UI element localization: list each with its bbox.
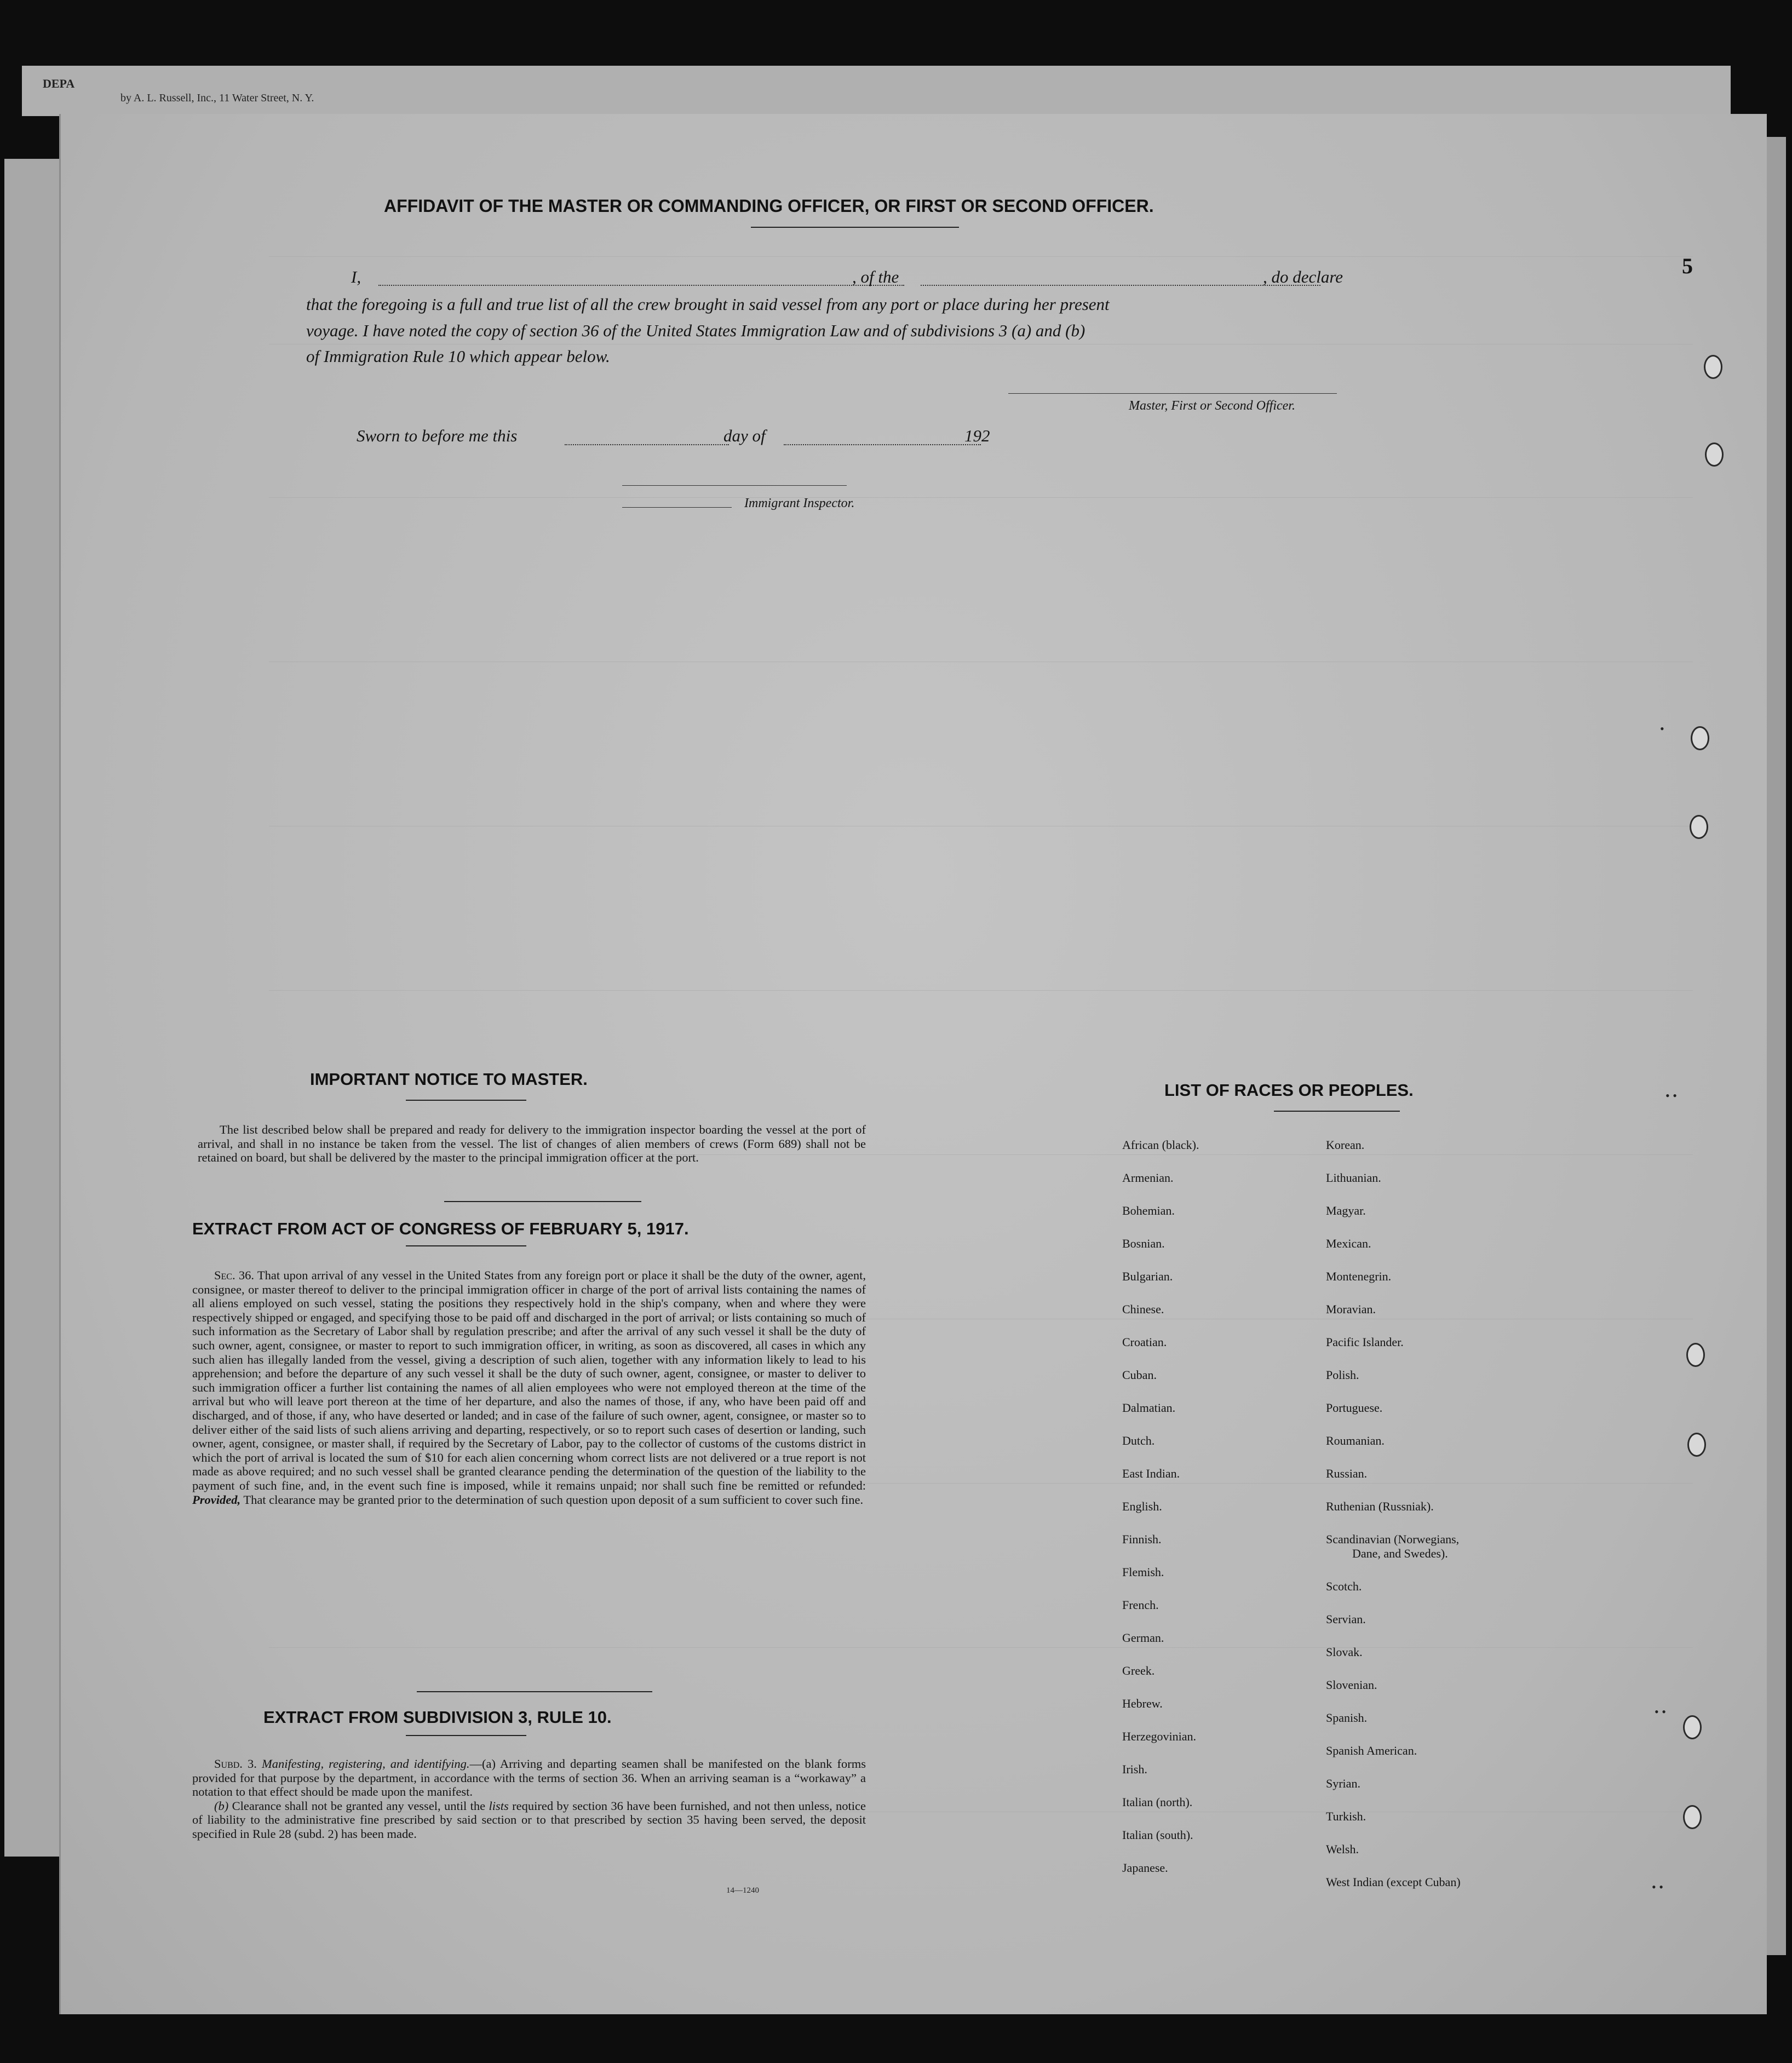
form-code: 14—1240 [726,1886,759,1895]
subd-b-label: (b) [214,1798,229,1813]
punch-hole [1683,1715,1702,1739]
race-item: Roumanian. [1326,1434,1385,1447]
race-item: Dane, and Swedes). [1352,1547,1448,1560]
race-item: Korean. [1326,1138,1365,1152]
race-item: Spanish American. [1326,1744,1417,1757]
affidavit-of-the: , of the [852,267,899,286]
underlying-sheet-right-edge [1765,137,1786,1955]
sworn-day-of: day of [723,426,766,445]
punch-hole [1704,355,1722,379]
race-item: Bulgarian. [1122,1269,1173,1283]
races-title: LIST OF RACES OR PEOPLES. [1164,1081,1414,1100]
manifest-sheet [59,114,1767,2014]
race-item: Scandinavian (Norwegians, [1326,1532,1460,1546]
punch-hole [1687,1433,1706,1457]
inspector-signature-blank [622,485,847,486]
race-item: Portuguese. [1326,1401,1383,1415]
page-number: 5 [1682,254,1693,278]
margin-mark: • • [1655,1705,1666,1719]
margin-mark: • • [1665,1089,1677,1102]
ghost-rule [269,256,1693,257]
notice-text [198,1123,866,1165]
race-item: Moravian. [1326,1302,1376,1316]
act-title-rule [406,1245,526,1246]
race-item: Flemish. [1122,1565,1164,1579]
underlying-sheet-left-edge [4,159,59,1857]
ghost-rule [269,990,1693,991]
punch-hole [1705,443,1724,467]
notice-title-rule [406,1100,526,1101]
races-title-rule [1274,1111,1400,1112]
rule-title-rule [406,1735,526,1736]
affidavit-i: I, [351,267,361,286]
race-item: Polish. [1326,1368,1359,1382]
race-item: West Indian (except Cuban) [1326,1875,1461,1889]
race-item: East Indian. [1122,1467,1180,1480]
race-item: English. [1122,1499,1162,1513]
act-end-rule [417,1691,652,1692]
vessel-name-blank [921,285,1320,286]
printer-imprint: by A. L. Russell, Inc., 11 Water Street, N. Y. [120,92,314,104]
subd-b-text-2: required by section 36 have been furnished, and not then unless, notice of liability to the administrative fine prescribed by said section or to that prescribed by section 35 having been served, the deposit specified in Rule 28 (subd. 2) has been made. [192,1798,866,1841]
subd-a-text: Arriving and departing seamen shall be manifested on the blank forms provided for that purpose by the department, in accordance with the terms of section 36. When an arriving seaman is a “workaway” a notation to that effect should be made upon the manifest. [192,1757,866,1799]
inspector-signature-blank-2 [622,507,732,508]
race-item: Italian (north). [1122,1795,1193,1809]
margin-mark: • [1660,722,1664,735]
race-item: Dalmatian. [1122,1401,1176,1415]
race-item: Servian. [1326,1612,1366,1626]
race-item: Armenian. [1122,1171,1174,1185]
rule-text [192,1757,866,1841]
race-item: Finnish. [1122,1532,1162,1546]
race-item: Mexican. [1326,1237,1371,1250]
punch-hole [1686,1343,1705,1367]
race-item: Chinese. [1122,1302,1164,1316]
section-36-text: That upon arrival of any vessel in the United States from any foreign port or place it shall be the duty of the owner, agent, consignee, or master thereof to deliver to the principal immigration officer in charge of the port of arrival lists containing the names of all aliens employed on such vessel, stating the positions they respectively hold in the ship's company, when and where they were respectively shipped or engaged, and specifying those to be paid off and discharged in the port of arrival; or lists containing so much of such information as the Secretary of Labor shall by regulation prescribe; and after the arrival of any such vessel it shall be the duty of such owner, agent, consignee, or master to report to such immigration officer, in writing, as soon as discovered, all cases in which any such alien has illegally landed from the vessel, giving a description of such alien, together with any information likely to lead to his apprehension; and before the departure of any such vessel it shall be the duty of such owner, agent, consignee, or master to deliver to such immigration officer a further list containing the names of all alien employees who were not employed thereon at the time of the arrival but who will leave port thereon at the time of her departure, and also the names of those, if any, who have been paid off and discharged, and of those, if any, who have deserted or landed; and in case of the failure of such owner, agent, consignee, or master so to deliver either of the said lists of such aliens arriving and departing, respectively, or so to report such cases of desertion or landing, such owner, agent, consignee, or master shall, if required by the Secretary of Labor, pay to the collector of customs of the customs district in which the port of arrival is located the sum of $10 for each alien concerning whom correct lists are not delivered or a true report is not made as above required; and no such vessel shall be granted clearance pending the determination of the question of the liability to the payment of such fine, and, in the event such fine is imposed, while it remains unpaid; nor shall such fine be remitted or refunded: [192,1268,866,1492]
race-item: Scotch. [1326,1579,1362,1593]
rule-paragraph-a [192,1757,866,1799]
race-item: Syrian. [1326,1777,1360,1790]
sworn-text: Sworn to before me this [357,426,518,445]
race-item: Pacific Islander. [1326,1335,1404,1349]
notice-end-rule [444,1201,641,1202]
race-item: Magyar. [1326,1204,1366,1217]
rule-paragraph-b [192,1799,866,1841]
punch-hole [1683,1805,1702,1829]
notice-title: IMPORTANT NOTICE TO MASTER. [310,1070,588,1089]
punch-hole [1690,815,1708,839]
section-36-proviso: That clearance may be granted prior to the determination of such question upon deposit of a sum sufficient to cover such fine. [243,1492,864,1507]
ghost-rule [269,1647,1693,1648]
race-item: Irish. [1122,1762,1147,1776]
torn-header-text: DEPA [43,77,75,90]
race-item: Russian. [1326,1467,1368,1480]
race-item: African (black). [1122,1138,1199,1152]
subd-b-lists: lists [489,1798,509,1813]
affidavit-line-2: that the foregoing is a full and true list of all the crew brought in said vessel from any port or place during her present [306,295,1110,314]
subd-label: Subd. 3. [214,1757,257,1771]
race-item: Slovenian. [1326,1678,1377,1692]
affidavit-line-3: voyage. I have noted the copy of section 36 of the United States Immigration Law and of subdivisions 3 (a) and (b) [306,321,1085,340]
master-caption: Master, First or Second Officer. [1129,399,1295,413]
sworn-day-blank [565,444,729,445]
ghost-rule [269,497,1693,498]
race-item: Bosnian. [1122,1237,1165,1250]
race-item: Greek. [1122,1664,1155,1677]
affidavit-line-4: of Immigration Rule 10 which appear below. [306,347,610,366]
underlying-sheet-top-edge [22,66,1731,116]
race-item: Slovak. [1326,1645,1363,1659]
master-name-blank [378,285,904,286]
inspector-caption: Immigrant Inspector. [744,496,855,510]
race-item: French. [1122,1598,1159,1612]
race-item: Ruthenian (Russniak). [1326,1499,1434,1513]
race-item: Dutch. [1122,1434,1155,1447]
race-item: Cuban. [1122,1368,1157,1382]
race-item: Croatian. [1122,1335,1167,1349]
sworn-year: 192 [964,426,990,445]
race-item: Bohemian. [1122,1204,1175,1217]
act-title: EXTRACT FROM ACT OF CONGRESS OF FEBRUARY 5, 1917. [192,1219,689,1238]
section-label: Sec. 36. [214,1268,255,1282]
margin-mark: • • [1652,1880,1663,1894]
subd-b-text-1: Clearance shall not be granted any vessel, until the [232,1798,486,1813]
rule-title: EXTRACT FROM SUBDIVISION 3, RULE 10. [263,1708,612,1727]
subd-heading: Manifesting, registering, and identifying. [261,1757,470,1771]
race-item: German. [1122,1631,1164,1645]
race-item: Herzegovinian. [1122,1729,1196,1743]
subd-a-label: —(a) [469,1757,496,1771]
race-item: Spanish. [1326,1711,1368,1725]
affidavit-title: AFFIDAVIT OF THE MASTER OR COMMANDING OFFICER, OR FIRST OR SECOND OFFICER. [384,196,1154,216]
race-item: Italian (south). [1122,1828,1193,1842]
punch-hole [1691,726,1709,750]
act-paragraph [192,1268,866,1507]
notice-paragraph: The list described below shall be prepared and ready for delivery to the immigration inspector boarding the vessel at the port of arrival, and shall in no instance be taken from the vessel. The list of changes of alien members of crews (Form 689) shall not be retained on board, but shall be delivered by the master to the principal immigration officer at the port. [198,1123,866,1165]
affidavit-title-rule [751,227,959,228]
affidavit-declare: , do declare [1263,267,1343,286]
master-signature-blank [1008,393,1337,394]
race-item: Welsh. [1326,1842,1359,1856]
race-item: Hebrew. [1122,1697,1163,1710]
race-item: Turkish. [1326,1809,1366,1823]
sworn-month-blank [784,444,981,445]
provided-word: Provided, [192,1492,241,1507]
race-item: Lithuanian. [1326,1171,1381,1185]
race-item: Japanese. [1122,1861,1168,1875]
act-text [192,1268,866,1507]
race-item: Montenegrin. [1326,1269,1392,1283]
